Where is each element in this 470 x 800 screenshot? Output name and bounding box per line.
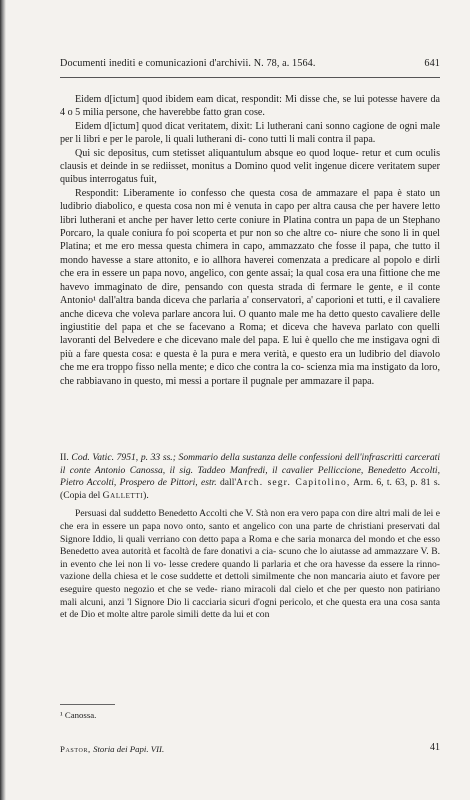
header-rule bbox=[60, 77, 440, 78]
page-number: 641 bbox=[424, 58, 440, 69]
footnote: ¹ Canossa. bbox=[60, 710, 97, 720]
document-title: Sommario della sustanza delle confessioni dell'infrascritti carcerati il conte Antonio Canossa, il sig. Taddeo Manfredi, il cavalier Pelliccione, Benedetto Accolti, Pietro Accolti, Prospero de Pittori, estr. bbox=[60, 452, 440, 489]
section-2-heading bbox=[60, 452, 440, 502]
paragraph: Eidem d[ictum] quod dicat veritatem, dixit: Li lutherani cani sonno cagione de ogni male per li libri e per le parole, li quali lutherani di- cono tutti li mali contra il papa. bbox=[60, 120, 440, 146]
archive-prefix: dall' bbox=[220, 477, 237, 489]
section-1-text bbox=[60, 93, 440, 388]
footnote-rule bbox=[60, 704, 115, 705]
section-number: II. bbox=[60, 452, 69, 463]
footer-author: Pastor, bbox=[60, 744, 91, 754]
running-header bbox=[60, 58, 440, 72]
section-2 bbox=[60, 452, 440, 622]
footer-title: Storia dei Papi. VII. bbox=[93, 744, 165, 754]
citation: Cod. Vatic. 7951, p. 33 ss.; bbox=[71, 452, 176, 463]
page-edge-shadow bbox=[0, 0, 6, 800]
page-footer bbox=[60, 742, 440, 756]
archive-name: Arch. segr. Capitolino, bbox=[236, 477, 351, 489]
running-title: Documenti inediti e comunicazioni d'archivii. N. 78, a. 1564. bbox=[60, 58, 316, 69]
paragraph: Eidem d[ictum] quod ibidem eam dicat, respondit: Mi disse che, se lui potesse havere da 4 o 5 milia persone, che haverebbe fatto gran cose. bbox=[60, 94, 440, 119]
paragraph: Respondit: Liberamente io confesso che questa cosa de ammazare el papa è stato un ludibrio diabolico, e questa cosa non mi è venuta in capo per altra causa che per havere letto libri lutherani et anche per haver letto certe coniure in Platina contra un papa de un Stephano Porcaro, la quale coniura fo poi scoperta et pur non so che altre co- niure che sono li in quel Platina; et me ero messa questa chimera in capo, ammazzato che fosse il papa, che tutto il mondo havesse a stare attonito, e io allhora haverei comenzata a predicare al popolo e dirli che era in essere un papa novo, angelico, con gente assai; la qual cosa era una fittione che me havevo immaginato de dire, pensando con questa strada di fermare le gente, e il conte Antonio¹ dall'altra banda diceva che parlaria a' conservatori, a' caporioni et tutti, e il cavaliere anche diceva che voleva parlare ancora lui. O quanto male me ha detto questo cavaliere delle ingiustitie del papa et che se facevano a Roma; et diceva che haveva parlato con quelli lavoranti del Belvedere e che dicevano male del papa. E lui è quello che me instigava ogni dì più a fare questa cosa: e questa è la pura e mera verità, e questo era un ludibrio del diavolo che me era troppo fisso nella mente; e dico che contra la co- scienza mia ma instigato da loro, che rabbiavano in questo, mi messi a portare il pugnale per ammazare il papa. bbox=[60, 187, 440, 387]
closing-paren: ). bbox=[143, 489, 149, 501]
paragraph: Qui sic depositus, cum stetisset aliquantulum absque eo quod loque- retur et cum oculis clausis et deinde in se rediisset, monitus a Domino quod velit ingenue dicere veritatem super quibus interrogatus fuit, bbox=[60, 147, 440, 186]
footer-book-title bbox=[60, 744, 164, 754]
copyist-name: Galletti bbox=[102, 489, 144, 501]
paragraph: Persuasi dal suddetto Benedetto Accolti che V. Stà non era vero papa con dire altri mali de lei e che era in essere un papa novo onto, santo et angelico con una parte de christiani preservati dal Signore Iddio, li quali verriano con detto papa a Roma e che saria monarca del mondo et che esso Benedetto avea autorità et facoltà de fare donativi a cia- scuno che lo aiutasse ad ammazzare V. B. in evento che lei non li vo- lesse credere quando li parlaria et che ora havesse da essere la rinno- vazione della chiesa et le cose suddette et dettoli similmente che non mancaria aiuto et favore per eseguire questo negozio et che se vede- riano miracoli dal cielo et che per questo non patiriano mali alcuni, anzi 'l Signore Dio li cacciaria sicuri d'ogni pericolo, et che questa era una cosa santa et de Dio et molte altre parole simili dette da lui et con bbox=[60, 508, 440, 621]
signature-mark: 41 bbox=[430, 742, 440, 753]
archive-reference: Arm. 6, t. 63, p. 81 s. (Copia del bbox=[60, 477, 440, 501]
